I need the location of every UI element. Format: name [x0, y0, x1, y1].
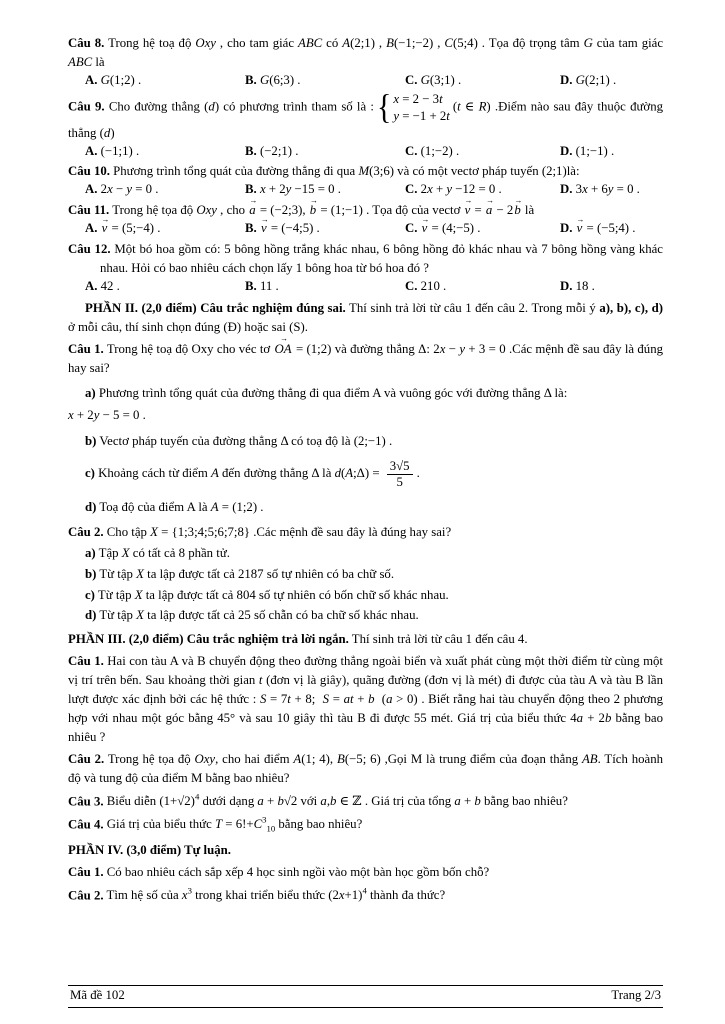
item-c: c) Khoảng cách từ điểm A đến đường thẳng Δ là d(A;Δ) = $\frac{3√5}{5}$ . — [85, 459, 420, 490]
option-a: A. v → = (5;−4) . — [85, 221, 245, 236]
options-row — [68, 144, 663, 159]
question-text: Trong hệ toạ độ Oxy cho véc tơ OA → = (1;2) và đường thẳng Δ: 2x − y + 3 = 0 .Các mệnh đề sau đây là đúng hay sai? — [68, 342, 663, 375]
item-a: a) Phương trình tổng quát của đường thẳng đi qua điểm A và vuông góc với đường thẳng Δ là: — [85, 385, 568, 400]
part-3-short-answer — [68, 630, 663, 835]
p3-question-3: Câu 3. Biểu diễn $(1+√2)^4$ dưới dạng a + b√2 với a,b ∈ ℤ . Giá trị của tổng a + b bằng bao nhiêu? — [68, 791, 568, 809]
p2-question-1 — [68, 340, 663, 517]
question-label: Câu 11. — [68, 203, 110, 217]
p4-question-1: Câu 1. Có bao nhiêu cách sắp xếp 4 học sinh ngồi vào một bàn học gồm bốn chỗ? — [68, 864, 490, 879]
option-b: B. (−2;1) . — [245, 144, 299, 159]
question-label: Câu 12. — [68, 241, 111, 256]
item-b: b) Vectơ pháp tuyến của đường thẳng Δ có toạ độ là (2;−1) . — [85, 434, 393, 449]
equation-2: y = −1 + 2t — [393, 108, 450, 123]
option-d: D. v → = (−5;4) . — [560, 221, 663, 236]
question-text: Cho đường thẳng (d) có phương trình tham số là : — [108, 99, 374, 114]
p3-question-2: Câu 2. Trong hệ tọa độ Oxy, cho hai điểm A(1; 4), B(−5; 6) ,Gọi M là trung điểm của đoạn thẳng AB. Tích hoành độ và tung độ của điểm M bằng bao nhiêu? — [68, 752, 663, 785]
part-3-heading: PHẦN III. (2,0 điểm) Câu trắc nghiệm trả lời ngắn. Thí sinh trả lời từ câu 1 đến câu 4. — [68, 632, 528, 647]
option-b: B. x + 2y −15 = 0 . — [245, 182, 341, 196]
equation-1: x = 2 − 3t — [393, 91, 443, 106]
exam-code: Mã đề 102 — [70, 988, 125, 1002]
question-12 — [68, 240, 663, 294]
option-b: B. v → = (−4;5) . — [245, 221, 405, 236]
option-d: D. 3x + 6y = 0 . — [560, 182, 640, 196]
item-a: a) Tập X có tất cả 8 phần tử. — [85, 545, 230, 560]
option-c: C. G(3;1) . — [405, 72, 462, 87]
item-b: b) Từ tập X ta lập được tất cả 2187 số tự nhiên có ba chữ số. — [85, 566, 395, 581]
option-b: B. 11 . — [245, 278, 279, 293]
part-4-heading: PHẦN IV. (3,0 điểm) Tự luận. — [68, 842, 231, 857]
question-label: Câu 8. — [68, 36, 105, 50]
part-4-essay — [68, 841, 663, 905]
p4-question-2: Câu 2. Tìm hệ số của $x^3$ trong khai triển biểu thức $(2x+1)^4$ thành đa thức? — [68, 885, 446, 902]
question-label: Câu 9. — [68, 99, 105, 114]
question-text: Trong hệ toạ độ Oxy , cho tam giác ABC có A(2;1) , B(−1;−2) , C(5;4) . Tọa độ trọng tâm G của tam giác ABC là — [68, 36, 664, 69]
item-a-equation: x + 2y − 5 = 0 . — [68, 407, 146, 422]
page-footer — [68, 985, 663, 1008]
options-row — [68, 182, 663, 197]
options-row — [68, 73, 663, 88]
option-a: A. 2x − y = 0 . — [85, 182, 159, 196]
part-1-multiple-choice — [68, 34, 663, 294]
p3-question-1: Câu 1. Hai con tàu A và B chuyển động theo đường thẳng ngoài biển và xuất phát cùng một thời điểm từ cùng một vị trí trên bến. Sau khoảng thời gian t (đơn vị là giây), quãng đường (đơn vị là mét) đi được của tàu A và tàu B lần lượt được xác định bởi các hệ thức : S = 7t + 8; S = at + b (a > 0) . Biết rằng hai tàu chuyển động theo 2 phương hợp với nhau một góc bằng 45° và sau 10 giây thì tàu B đi được 55 mét. Giá trị của biểu thức 4a + 2b bằng bao nhiêu ? — [68, 654, 664, 745]
option-a: A. G(1;2) . — [85, 72, 142, 87]
option-c: C. v → = (4;−5) . — [405, 221, 560, 236]
p2-question-2 — [68, 523, 663, 626]
page-number: Trang 2/3 — [611, 988, 661, 1002]
option-c: C. (1;−2) . — [405, 144, 460, 159]
option-d: D. 18 . — [560, 278, 595, 293]
option-b: B. G(6;3) . — [245, 72, 301, 87]
question-10 — [68, 162, 663, 197]
part-2-heading: PHẦN II. (2,0 điểm) Câu trắc nghiệm đúng sai. Thí sinh trả lời từ câu 1 đến câu 2. Trong mỗi ý a), b), c), d) ở mỗi câu, thí sinh chọn đúng (Đ) hoặc sai (S). — [68, 300, 663, 334]
option-c: C. 210 . — [405, 278, 447, 293]
question-label: Câu 1. — [68, 341, 104, 356]
p3-question-4: Câu 4. Giá trị của biểu thức $T = 6!+C^3_{10}$ bằng bao nhiêu? — [68, 815, 363, 834]
option-a: A. 42 . — [85, 278, 120, 293]
item-d: d) Toạ độ của điểm A là A = (1;2) . — [85, 499, 264, 514]
question-11 — [68, 201, 663, 236]
options-row — [68, 279, 663, 294]
question-9 — [68, 87, 663, 159]
question-text: Cho tập X = {1;3;4;5;6;7;8} .Các mệnh đề sau đây là đúng hay sai? — [106, 524, 452, 539]
option-d: D. (1;−1) . — [560, 144, 615, 159]
question-text: Một bó hoa gồm có: 5 bông hồng trắng khác nhau, 6 bông hồng đỏ khác nhau và 7 bông hồng vàng khác nhau. Hỏi có bao nhiêu cách chọn lấy 1 bông hoa từ bó hoa đó ? — [100, 241, 663, 275]
part-2-true-false — [68, 299, 663, 626]
question-8 — [68, 34, 663, 88]
question-label: Câu 10. — [68, 164, 110, 179]
fraction: $\frac{3√5}{5}$ — [387, 459, 413, 489]
question-text: Trong hệ tọa độ Oxy , cho a → = (−2;3), b → = (1;−1) . Tọa độ của vectơ v → = a → − 2b → là — [112, 203, 534, 217]
options-row — [68, 221, 663, 236]
option-c: C. 2x + y −12 = 0 . — [405, 182, 502, 196]
option-a: A. (−1;1) . — [85, 144, 140, 159]
system-of-equations — [376, 87, 450, 126]
item-d: d) Từ tập X ta lập được tất cả 25 số chẵn có ba chữ số khác nhau. — [85, 608, 419, 623]
question-text: Phương trình tổng quát của đường thẳng đi qua M(3;6) và có một vectơ pháp tuyến (2;1)là: — [113, 164, 580, 179]
question-label: Câu 2. — [68, 524, 104, 539]
left-brace: { — [376, 87, 392, 126]
question-text-after: (t ∈ R) .Điểm nào sau đây thuộc đường thẳng (d) — [68, 99, 663, 141]
item-c: c) Từ tập X ta lập được tất cả 804 số tự nhiên có bốn chữ số khác nhau. — [85, 587, 449, 602]
option-d: D. G(2;1) . — [560, 72, 617, 87]
